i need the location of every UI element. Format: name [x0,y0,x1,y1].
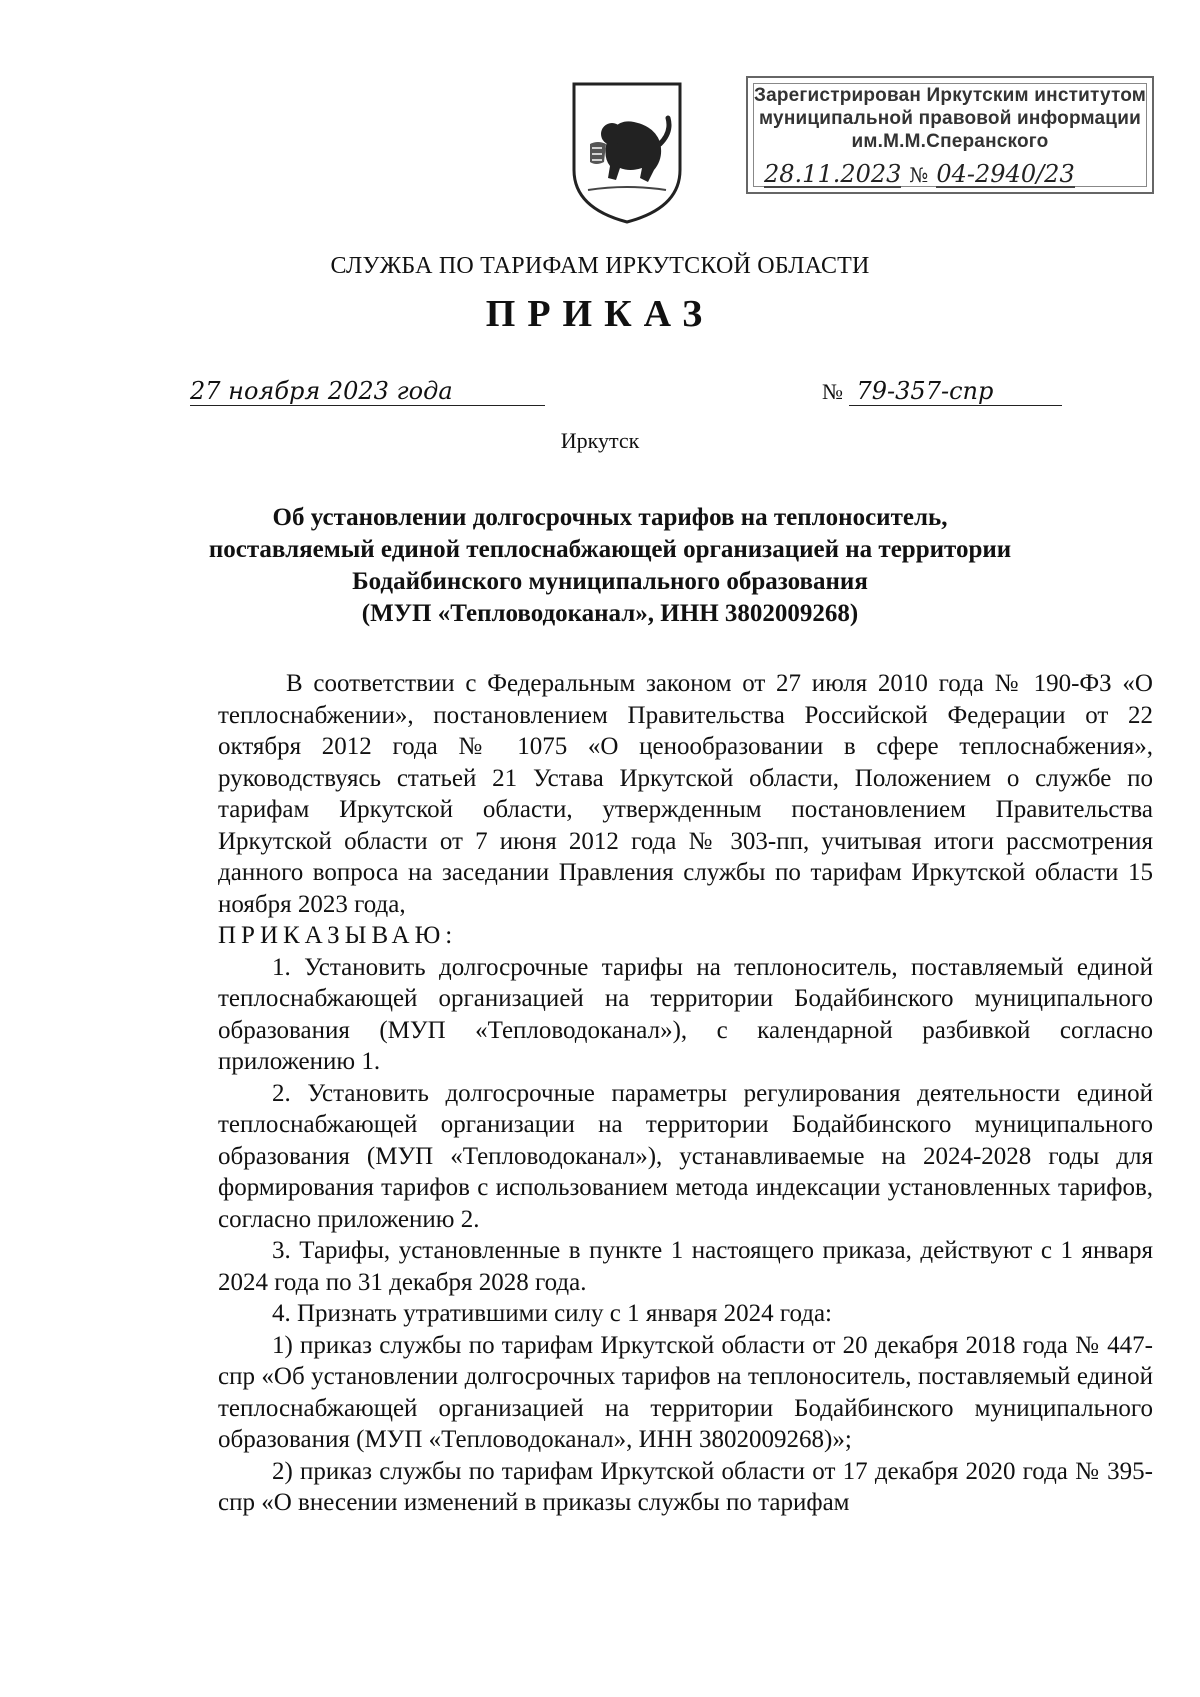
agency-name: СЛУЖБА ПО ТАРИФАМ ИРКУТСКОЙ ОБЛАСТИ [330,253,870,279]
item-4-2-paragraph: 2) приказ службы по тарифам Иркутской области от 17 декабря 2020 года № 395-спр «О внесении изменений в приказы службы по тарифам [218,1457,1153,1516]
preamble-paragraph: В соответствии с Федеральным законом от 27 июля 2010 года № 190-ФЗ «О теплоснабжении», постановлением Правительства Российской Федерации от 22 октября 2012 года № 1075 «О ценообразовании в сфере теплоснабжения», руководствуясь статьей 21 Устава Иркутской области, Положением о службе по тарифам Иркутской области, утвержденным постановлением Правительства Иркутской области от 7 июня 2012 года № 303-пп, учитывая итоги рассмотрения данного вопроса на заседании Правления службы по тарифам Иркутской области 15 ноября 2023 года, [218,670,1153,918]
stamp-line-3: им.М.М.Сперанского [851,131,1049,152]
city-name: Иркутск [560,428,640,453]
item-2-paragraph: 2. Установить долгосрочные параметры регулирования деятельности единой теплоснабжающей организации на территории Бодайбинского муниципального образования (МУП «Тепловодоканал»), устанавливаемые на 2024-2028 годы для формирования тарифов с использованием метода индексации установленных тарифов, согласно приложению 2. [218,1079,1153,1233]
order-number-handwritten: 79-357-спр [849,377,1062,406]
item-3-paragraph: 3. Тарифы, установленные в пункте 1 настоящего приказа, действуют с 1 января 2024 года по 31 декабря 2028 года. [218,1237,1153,1296]
registration-stamp [746,76,1154,194]
item-4-1-paragraph: 1) приказ службы по тарифам Иркутской области от 20 декабря 2018 года № 447-спр «Об установлении долгосрочных тарифов на теплоноситель, поставляемый единой теплоснабжающей организацией на территории Бодайбинского муниципального образования (МУП «Тепловодоканал», ИНН 3802009268)»; [218,1331,1153,1453]
heading-line-4: (МУП «Тепловодоканал», ИНН 3802009268) [361,600,859,627]
stamp-reg-number: 04-2940/23 [936,160,1075,188]
document-title: ПРИКАЗ [485,293,715,335]
order-number [822,377,1062,406]
heading-line-1: Об установлении долгосрочных тарифов на теплоноситель, [272,504,948,531]
order-date-handwritten: 27 ноября 2023 года [190,377,545,406]
stamp-reg-no-label: № [909,163,929,187]
stamp-reg-date: 28.11.2023 [764,160,902,188]
stamp-line-2: муниципальной правовой информации [759,108,1141,129]
order-number-label: № [822,379,843,404]
order-body [218,668,1153,1519]
item-1-paragraph: 1. Установить долгосрочные тарифы на теплоноситель, поставляемый единой теплоснабжающей организацией на территории Бодайбинского муниципального образования (МУП «Тепловодоканал»), с календарной разбивкой согласно приложению 1. [218,953,1153,1075]
heading-line-2: поставляемый единой теплоснабжающей организацией на территории [208,536,1012,563]
heading-line-3: Бодайбинского муниципального образования [352,568,868,595]
stamp-registration-row [764,160,1142,188]
order-directive: ПРИКАЗЫВАЮ: [218,922,458,949]
stamp-line-1: Зарегистрирован Иркутским институтом [753,85,1147,106]
order-heading [150,502,1070,630]
coat-of-arms-icon [568,78,686,226]
item-4-paragraph: 4. Признать утратившими силу с 1 января 2024 года: [272,1300,832,1327]
